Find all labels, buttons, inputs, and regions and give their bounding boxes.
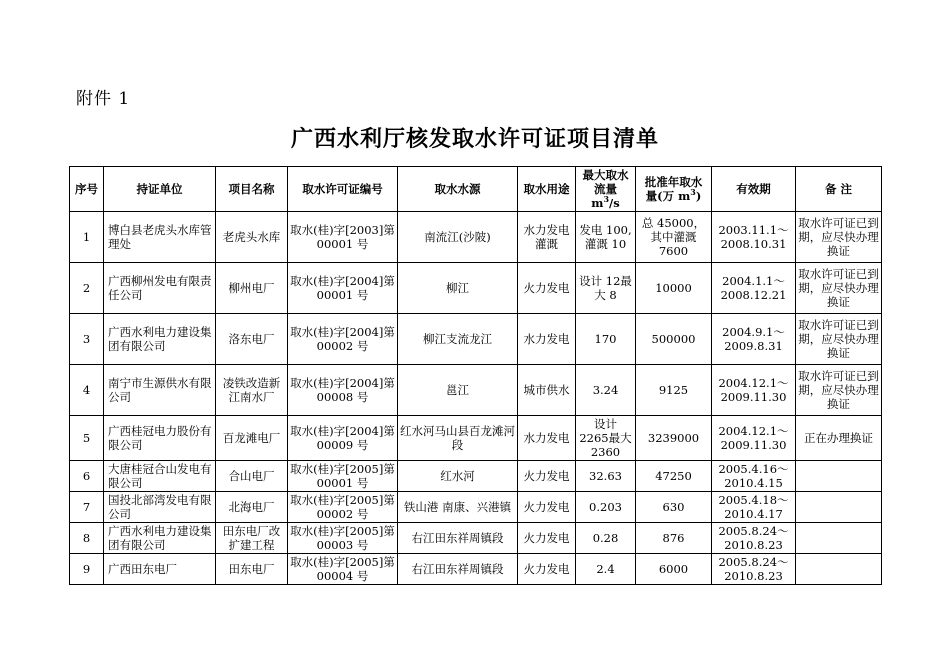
cell-project: 柳州电厂 xyxy=(216,263,288,314)
cell-project: 合山电厂 xyxy=(216,461,288,492)
cell-source: 柳江 xyxy=(398,263,518,314)
cell-project: 田东电厂改扩建工程 xyxy=(216,523,288,554)
header-max-flow-unit: /s xyxy=(609,196,620,210)
cell-max-flow: 3.24 xyxy=(576,365,636,416)
cell-permit-no: 取水(桂)字[2005]第00001 号 xyxy=(288,461,398,492)
cell-source: 右江田东祥周镇段 xyxy=(398,554,518,585)
cell-source: 邕江 xyxy=(398,365,518,416)
cell-project: 凌铁改造新江南水厂 xyxy=(216,365,288,416)
cell-remarks: 正在办理换证 xyxy=(796,416,882,461)
cell-remarks xyxy=(796,492,882,523)
cell-source: 右江田东祥周镇段 xyxy=(398,523,518,554)
cell-permit-no: 取水(桂)字[2005]第00002 号 xyxy=(288,492,398,523)
cell-validity: 2004.12.1～2009.11.30 xyxy=(712,365,796,416)
document-title: 广西水利厅核发取水许可证项目清单 xyxy=(290,126,659,152)
cell-max-flow: 170 xyxy=(576,314,636,365)
header-annual xyxy=(636,167,712,212)
header-annual-line1: 批准年取水 xyxy=(644,175,703,189)
header-max-flow-line2: 流量 m xyxy=(591,182,617,210)
header-project: 项目名称 xyxy=(216,167,288,212)
cell-source: 铁山港 南康、兴港镇 xyxy=(398,492,518,523)
header-holder: 持证单位 xyxy=(104,167,216,212)
header-annual-sup: 3 xyxy=(690,187,696,198)
cell-use: 城市供水 xyxy=(518,365,576,416)
cell-use: 火力发电 xyxy=(518,492,576,523)
cell-permit-no: 取水(桂)字[2004]第00001 号 xyxy=(288,263,398,314)
cell-project: 北海电厂 xyxy=(216,492,288,523)
cell-validity: 2005.8.24～2010.8.23 xyxy=(712,523,796,554)
cell-holder: 大唐桂冠合山发电有限公司 xyxy=(104,461,216,492)
table-row xyxy=(70,416,882,461)
cell-no: 3 xyxy=(70,314,104,365)
cell-remarks xyxy=(796,523,882,554)
cell-remarks: 取水许可证已到期，应尽快办理换证 xyxy=(796,365,882,416)
header-max-flow xyxy=(576,167,636,212)
header-permit-no: 取水许可证编号 xyxy=(288,167,398,212)
attachment-label: 附件 1 xyxy=(76,89,131,109)
cell-permit-no: 取水(桂)字[2004]第00002 号 xyxy=(288,314,398,365)
cell-permit-no: 取水(桂)字[2005]第00003 号 xyxy=(288,523,398,554)
cell-holder: 南宁市生源供水有限公司 xyxy=(104,365,216,416)
header-max-flow-line1: 最大取水 xyxy=(582,168,629,182)
table-row xyxy=(70,523,882,554)
cell-max-flow: 0.28 xyxy=(576,523,636,554)
table-row xyxy=(70,314,882,365)
table-row xyxy=(70,365,882,416)
cell-annual: 3239000 xyxy=(636,416,712,461)
cell-validity: 2004.1.1～2008.12.21 xyxy=(712,263,796,314)
cell-permit-no: 取水(桂)字[2005]第00004 号 xyxy=(288,554,398,585)
cell-annual: 47250 xyxy=(636,461,712,492)
cell-no: 8 xyxy=(70,523,104,554)
header-max-flow-sup: 3 xyxy=(603,194,610,205)
cell-max-flow: 32.63 xyxy=(576,461,636,492)
cell-project: 洛东电厂 xyxy=(216,314,288,365)
cell-no: 2 xyxy=(70,263,104,314)
cell-source: 南流江(沙陂) xyxy=(398,212,518,263)
cell-annual: 500000 xyxy=(636,314,712,365)
cell-remarks xyxy=(796,554,882,585)
permit-table xyxy=(69,166,882,585)
cell-validity: 2003.11.1～2008.10.31 xyxy=(712,212,796,263)
table-header-row xyxy=(70,167,882,212)
cell-holder: 国投北部湾发电有限公司 xyxy=(104,492,216,523)
cell-no: 4 xyxy=(70,365,104,416)
cell-holder: 博白县老虎头水库管理处 xyxy=(104,212,216,263)
cell-use: 火力发电 xyxy=(518,263,576,314)
header-no: 序号 xyxy=(70,167,104,212)
header-annual-line2: 量(万 m xyxy=(645,189,691,203)
cell-permit-no: 取水(桂)字[2004]第00009 号 xyxy=(288,416,398,461)
table-row xyxy=(70,212,882,263)
cell-permit-no: 取水(桂)字[2003]第00001 号 xyxy=(288,212,398,263)
cell-no: 9 xyxy=(70,554,104,585)
cell-holder: 广西柳州发电有限责任公司 xyxy=(104,263,216,314)
cell-remarks: 取水许可证已到期，应尽快办理换证 xyxy=(796,263,882,314)
cell-annual: 876 xyxy=(636,523,712,554)
cell-remarks: 取水许可证已到期，应尽快办理换证 xyxy=(796,314,882,365)
header-use: 取水用途 xyxy=(518,167,576,212)
cell-no: 6 xyxy=(70,461,104,492)
cell-project: 老虎头水库 xyxy=(216,212,288,263)
header-remarks: 备 注 xyxy=(796,167,882,212)
cell-no: 1 xyxy=(70,212,104,263)
cell-use: 水力发电 xyxy=(518,416,576,461)
cell-holder: 广西水利电力建设集团有限公司 xyxy=(104,523,216,554)
table-row xyxy=(70,492,882,523)
cell-use: 火力发电 xyxy=(518,461,576,492)
cell-max-flow: 发电 100,灌溉 10 xyxy=(576,212,636,263)
cell-permit-no: 取水(桂)字[2004]第00008 号 xyxy=(288,365,398,416)
header-source: 取水水源 xyxy=(398,167,518,212)
table-row xyxy=(70,263,882,314)
cell-max-flow: 设计 12最大 8 xyxy=(576,263,636,314)
cell-use: 水力发电 xyxy=(518,314,576,365)
cell-holder: 广西田东电厂 xyxy=(104,554,216,585)
table-row xyxy=(70,461,882,492)
cell-no: 7 xyxy=(70,492,104,523)
cell-annual: 630 xyxy=(636,492,712,523)
cell-max-flow: 2.4 xyxy=(576,554,636,585)
cell-project: 田东电厂 xyxy=(216,554,288,585)
cell-max-flow: 设计 2265最大 2360 xyxy=(576,416,636,461)
cell-annual: 9125 xyxy=(636,365,712,416)
cell-no: 5 xyxy=(70,416,104,461)
cell-project: 百龙滩电厂 xyxy=(216,416,288,461)
cell-source: 柳江支流龙江 xyxy=(398,314,518,365)
cell-remarks: 取水许可证已到期，应尽快办理换证 xyxy=(796,212,882,263)
cell-holder: 广西桂冠电力股份有限公司 xyxy=(104,416,216,461)
cell-validity: 2005.4.16～2010.4.15 xyxy=(712,461,796,492)
cell-max-flow: 0.203 xyxy=(576,492,636,523)
cell-use: 水力发电灌溉 xyxy=(518,212,576,263)
cell-validity: 2004.9.1～2009.8.31 xyxy=(712,314,796,365)
cell-annual: 总 45000，其中灌溉7600 xyxy=(636,212,712,263)
header-validity: 有效期 xyxy=(712,167,796,212)
cell-use: 火力发电 xyxy=(518,554,576,585)
cell-annual: 6000 xyxy=(636,554,712,585)
header-annual-unit: ) xyxy=(695,189,702,203)
cell-validity: 2005.4.18～2010.4.17 xyxy=(712,492,796,523)
cell-source: 红水河马山县百龙滩河段 xyxy=(398,416,518,461)
cell-remarks xyxy=(796,461,882,492)
cell-annual: 10000 xyxy=(636,263,712,314)
cell-validity: 2005.8.24～2010.8.23 xyxy=(712,554,796,585)
cell-holder: 广西水利电力建设集团有限公司 xyxy=(104,314,216,365)
table-row xyxy=(70,554,882,585)
cell-source: 红水河 xyxy=(398,461,518,492)
cell-use: 火力发电 xyxy=(518,523,576,554)
cell-validity: 2004.12.1～2009.11.30 xyxy=(712,416,796,461)
